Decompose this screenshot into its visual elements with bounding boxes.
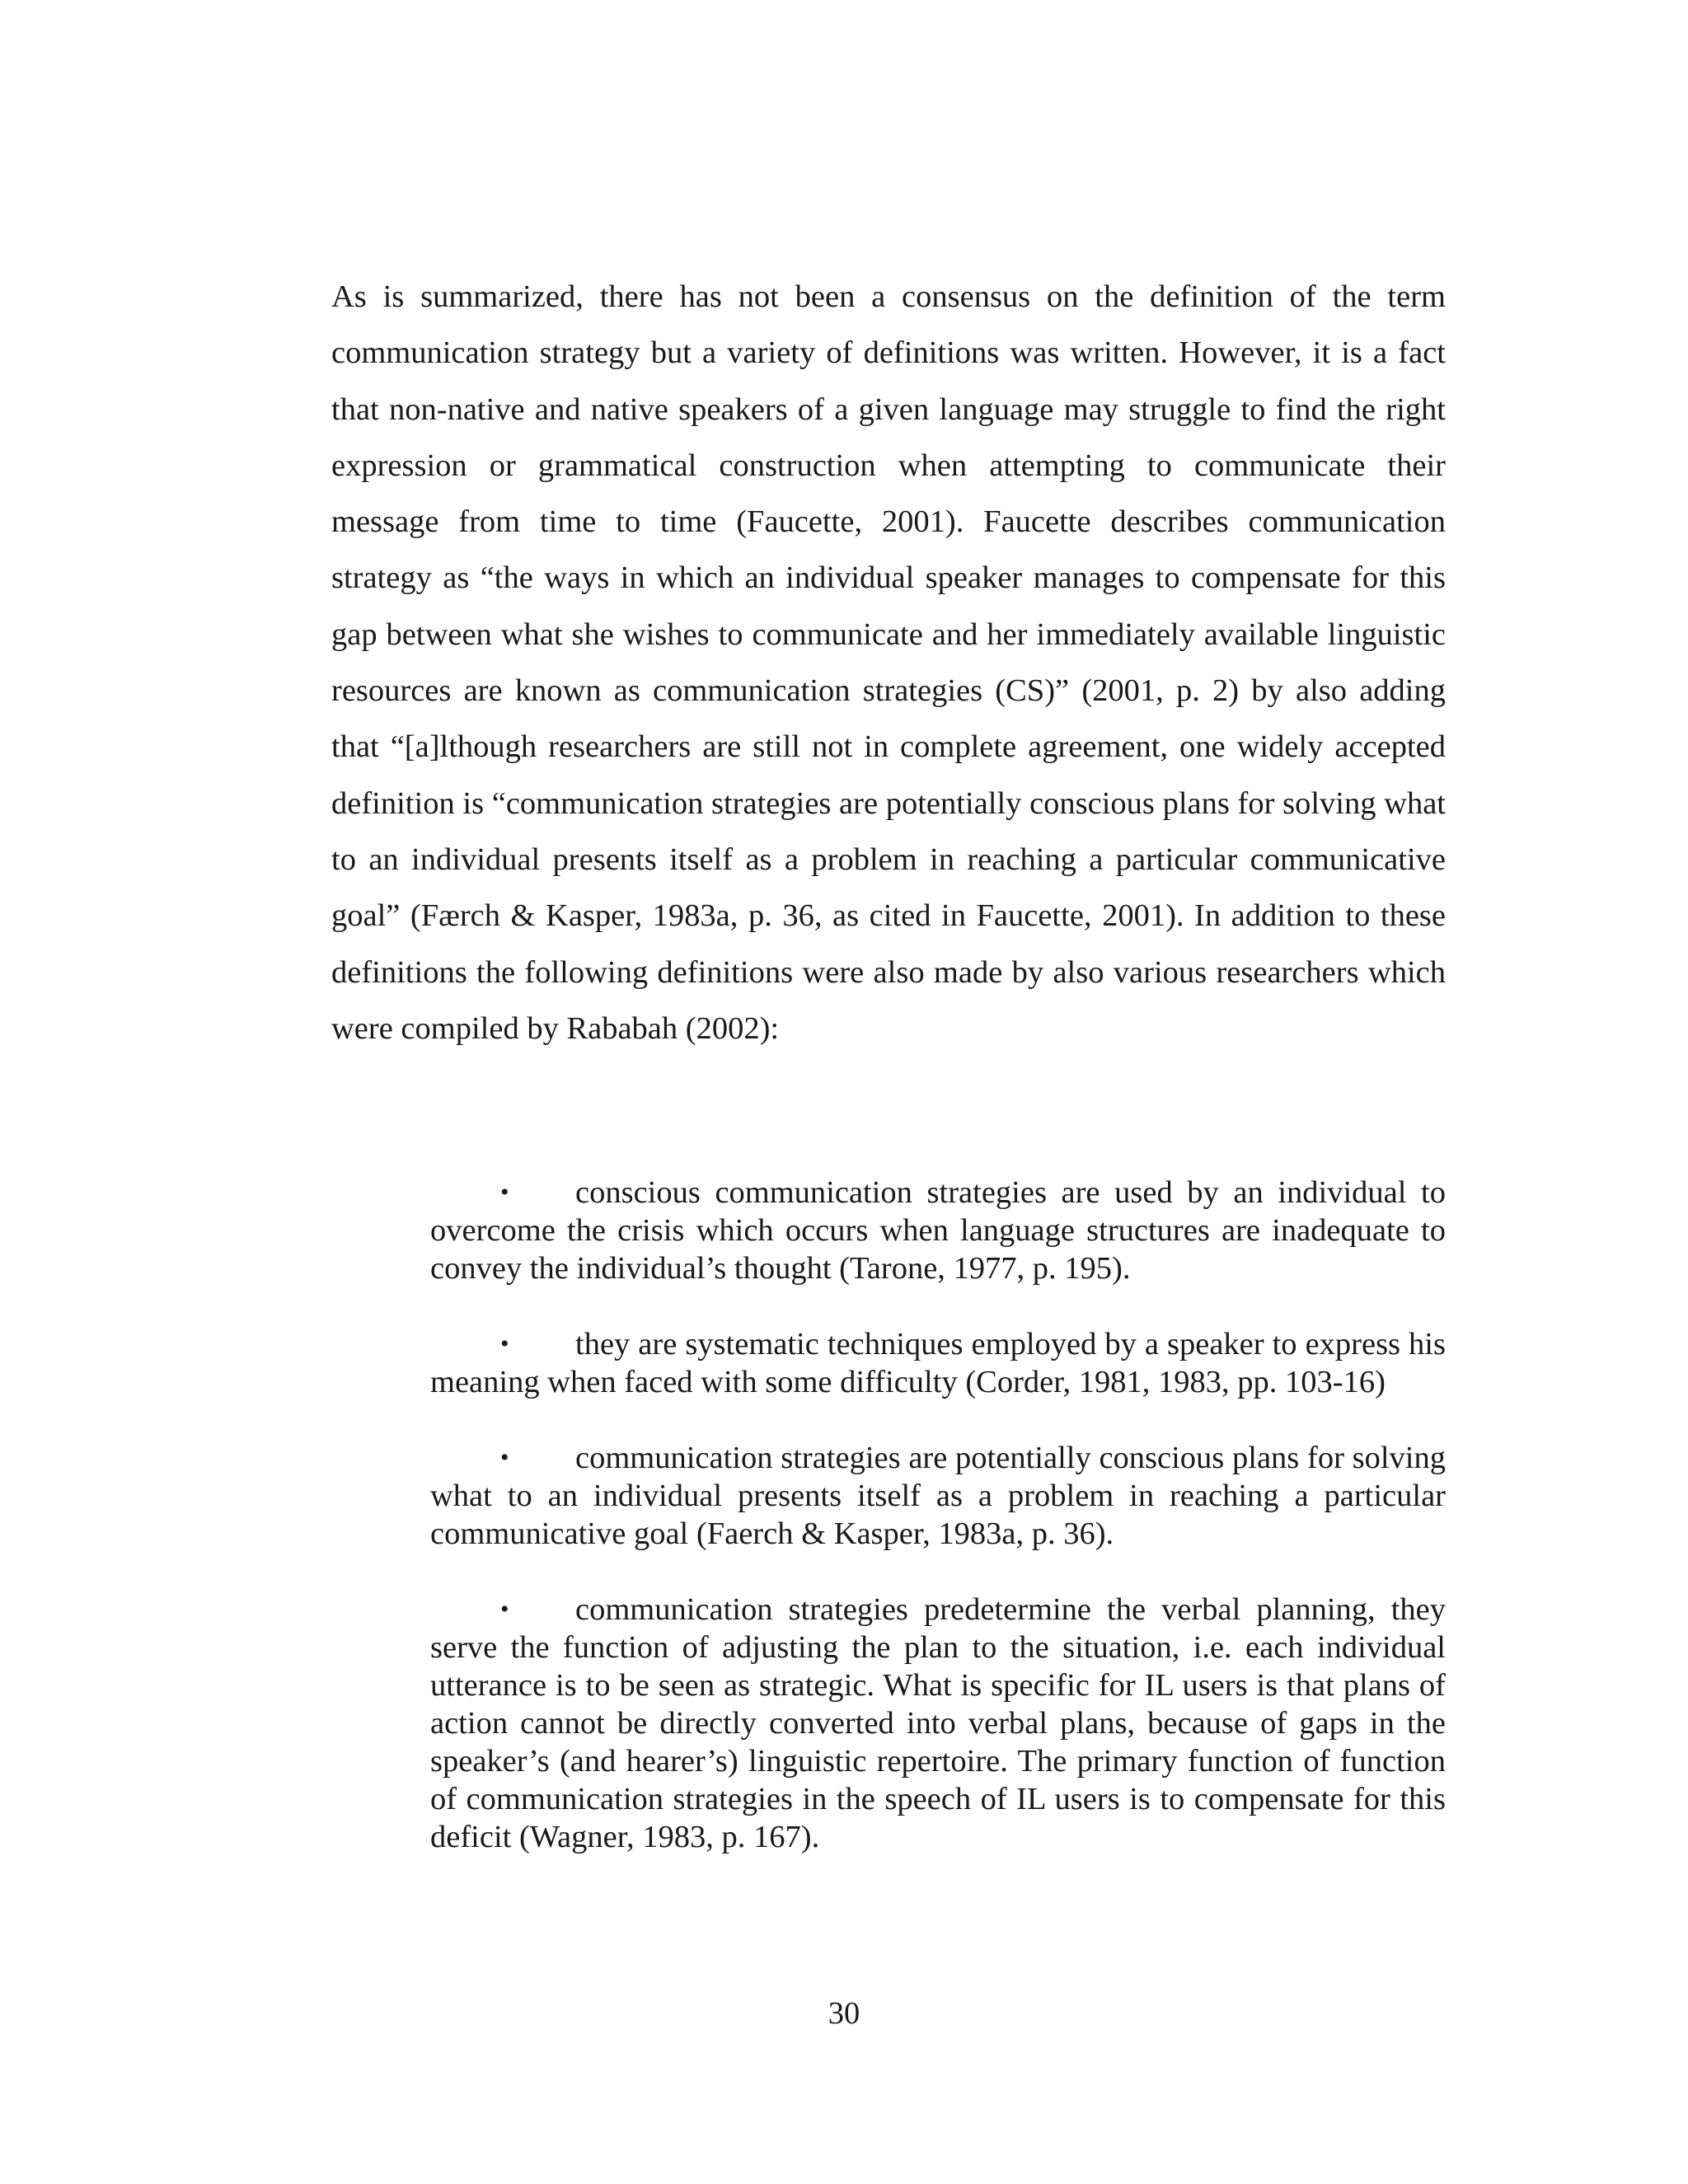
quote-item bbox=[430, 1325, 1446, 1401]
body-paragraph: As is summarized, there has not been a consensus on the definition of the term communication strategy but a variety of definitions was written. However, it is a fact that non-native and native speakers of a given language may struggle to find the right expression or grammatical construction when attempting to communicate their message from time to time (Faucette, 2001). Faucette describes communication strategy as “the ways in which an individual speaker manages to compensate for this gap between what she wishes to communicate and her immediately available linguistic resources are known as communication strategies (CS)” (2001, p. 2) by also adding that “[a]lthough researchers are still not in complete agreement, one widely accepted definition is “communication strategies are potentially conscious plans for solving what to an individual presents itself as a problem in reaching a particular communicative goal” (Færch & Kasper, 1983a, p. 36, as cited in Faucette, 2001). In addition to these definitions the following definitions were also made by also various researchers which were compiled by Rababah (2002): bbox=[331, 279, 1446, 1046]
page-number: 30 bbox=[828, 1996, 860, 2031]
quote-item bbox=[430, 1174, 1446, 1287]
bullet-icon: • bbox=[500, 1444, 509, 1471]
quote-text: communication strategies are potentially conscious plans for solving what to an individual presents itself as a problem in reaching a particular communicative goal (Faerch & Kasper, 1983a, p. 36). bbox=[430, 1441, 1446, 1551]
quote-text: they are systematic techniques employed by a speaker to express his meaning when faced with some difficulty (Corder, 1981, 1983, pp. 103-16) bbox=[430, 1327, 1446, 1399]
bullet-icon: • bbox=[500, 1330, 509, 1357]
bullet-icon: • bbox=[500, 1596, 509, 1623]
quote-item bbox=[430, 1591, 1446, 1856]
quote-item bbox=[430, 1439, 1446, 1553]
quote-text: communication strategies predetermine the verbal planning, they serve the function of adjusting the plan to the situation, i.e. each individual utterance is to be seen as strategic. What is specific for IL users is that plans of action cannot be directly converted into verbal plans, because of gaps in the speaker’s (and hearer’s) linguistic repertoire. The primary function of function of communication strategies in the speech of IL users is to compensate for this deficit (Wagner, 1983, p. 167). bbox=[430, 1592, 1446, 1854]
definition-quote-list bbox=[430, 1174, 1446, 1894]
quote-text: conscious communication strategies are used by an individual to overcome the crisis which occurs when language structures are inadequate to convey the individual’s thought (Tarone, 1977, p. 195). bbox=[430, 1175, 1446, 1286]
bullet-icon: • bbox=[500, 1179, 509, 1206]
